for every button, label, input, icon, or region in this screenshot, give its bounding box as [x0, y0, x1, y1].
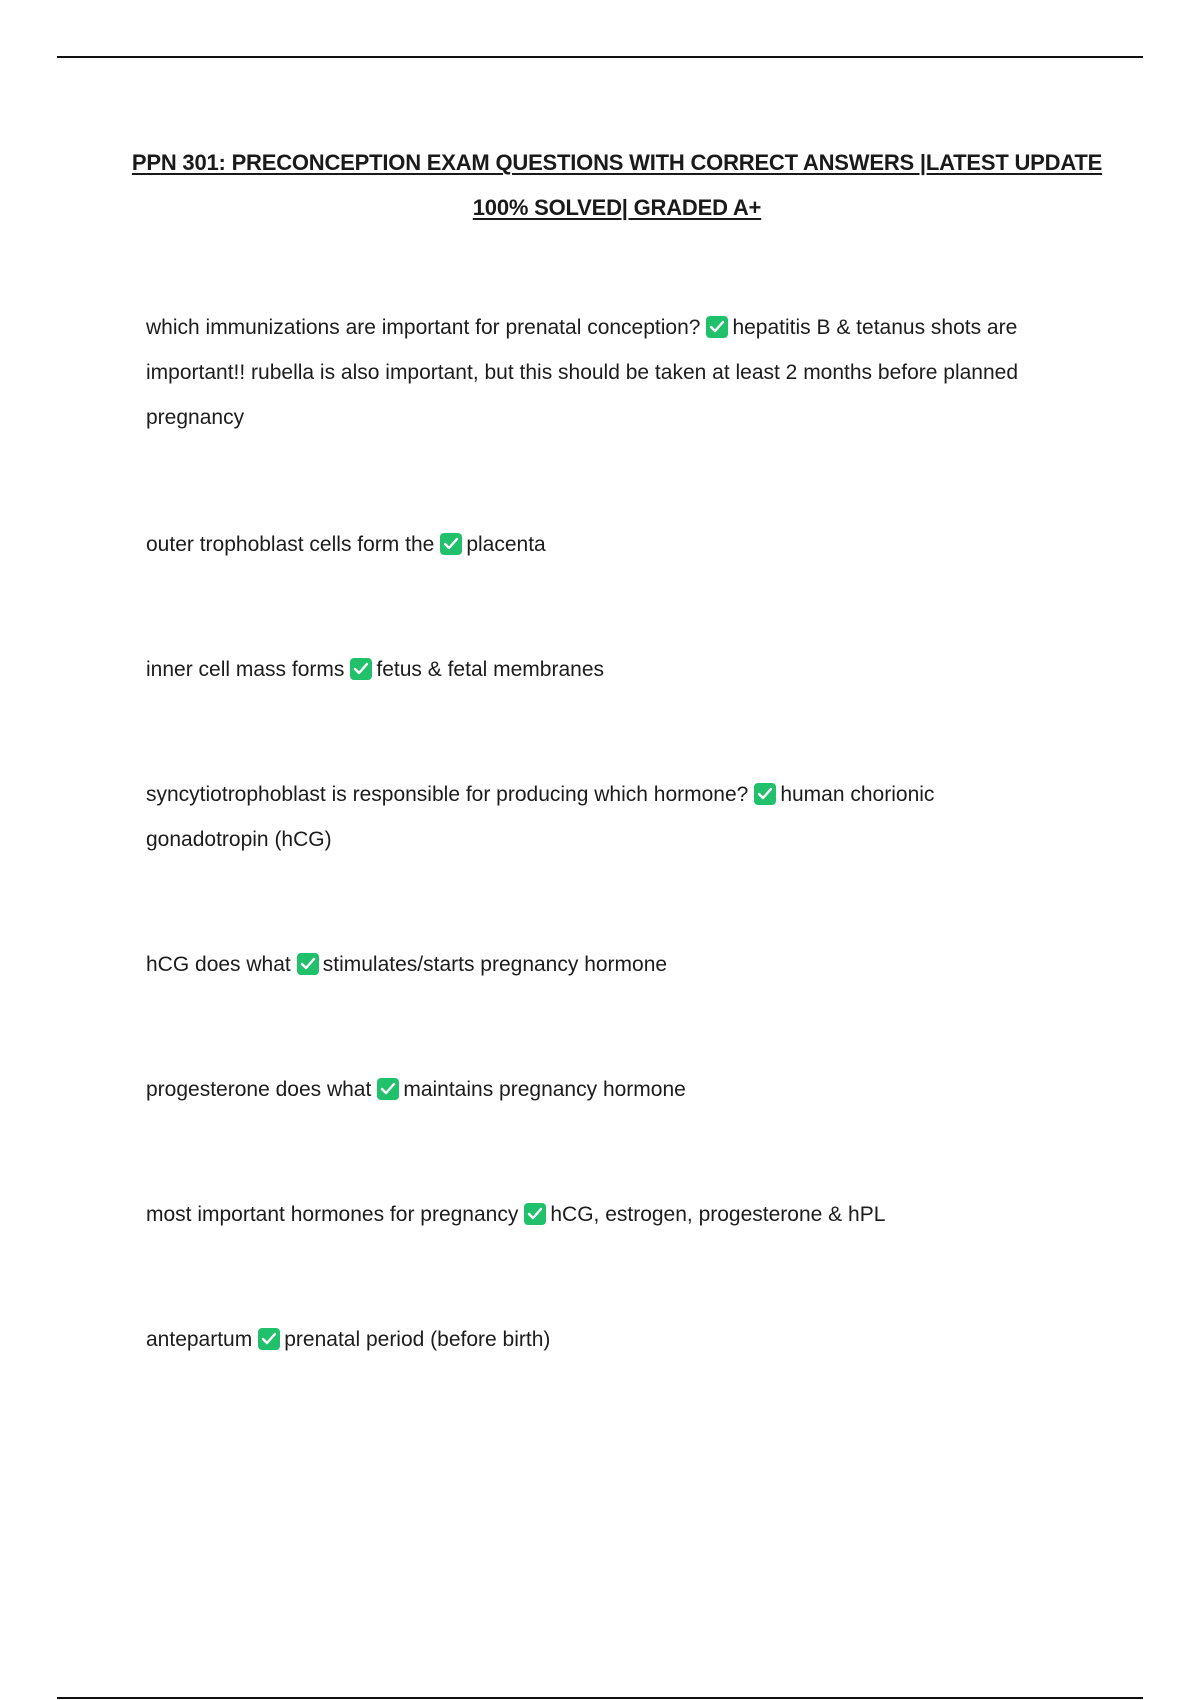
check-mark-icon [440, 533, 462, 555]
question-text: most important hormones for pregnancy [146, 1203, 519, 1226]
answer-text: hepatitis B & tetanus shots are important!! rubella is also important, but this should be taken at least 2 months before planned pregnancy [146, 316, 1019, 429]
question-text: hCG does what [146, 953, 291, 976]
answer-text: maintains pregnancy hormone [403, 1078, 686, 1101]
check-mark-icon [350, 658, 372, 680]
question-text: inner cell mass forms [146, 658, 345, 681]
check-mark-icon [754, 783, 776, 805]
answer-text: placenta [466, 533, 546, 556]
question-text: antepartum [146, 1328, 253, 1351]
qa-item-7 [146, 1192, 1096, 1237]
qa-item-3 [146, 647, 1096, 692]
answer-text: stimulates/starts pregnancy hormone [322, 953, 668, 976]
answer-text: prenatal period (before birth) [284, 1328, 551, 1351]
qa-item-8 [146, 1317, 1096, 1362]
bottom-rule [57, 1697, 1143, 1699]
answer-text: hCG, estrogen, progesterone & hPL [550, 1203, 886, 1226]
check-mark-icon [706, 316, 728, 338]
top-rule [57, 56, 1143, 58]
qa-item-1 [146, 305, 1096, 440]
answer-text: human chorionic gonadotropin (hCG) [146, 783, 935, 851]
question-text: progesterone does what [146, 1078, 372, 1101]
qa-item-5 [146, 942, 1096, 987]
question-text: syncytiotrophoblast is responsible for producing which hormone? [146, 783, 749, 806]
title-line-2: 100% SOLVED| GRADED A+ [472, 195, 762, 220]
check-mark-icon [377, 1078, 399, 1100]
question-text: which immunizations are important for prenatal conception? [146, 316, 701, 339]
qa-item-4 [146, 772, 1026, 862]
check-mark-icon [297, 953, 319, 975]
qa-item-6 [146, 1067, 1096, 1112]
answer-text: fetus & fetal membranes [376, 658, 604, 681]
qa-item-2 [146, 522, 1096, 567]
document-title [100, 140, 1134, 230]
question-text: outer trophoblast cells form the [146, 533, 435, 556]
check-mark-icon [258, 1328, 280, 1350]
check-mark-icon [524, 1203, 546, 1225]
title-line-1: PPN 301: PRECONCEPTION EXAM QUESTIONS WITH CORRECT ANSWERS |LATEST UPDATE [131, 150, 1103, 175]
